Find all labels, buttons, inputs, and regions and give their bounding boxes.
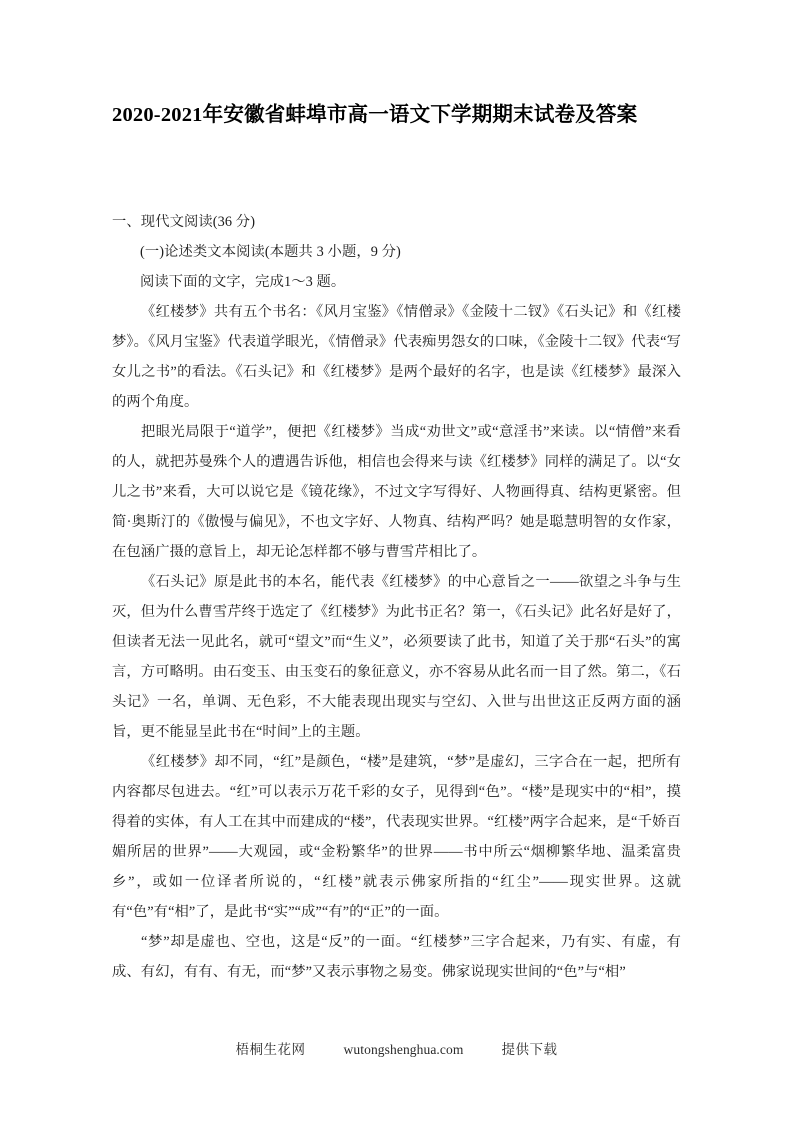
body-paragraph-5: “梦”却是虚也、空也，这是“反”的一面。“红楼梦”三字合起来，乃有实、有虚，有成、有幻，有有、有无，而“梦”又表示事物之易变。佛家说现实世间的“色”与“相” [112,934,681,980]
subsection-heading: (一)论述类文本阅读(本题共 3 小题，9 分) [140,244,401,260]
body-paragraph-2: 把眼光局限于“道学”，便把《红楼梦》当成“劝世文”或“意淫书”来读。以“情僧”来看的人，就把苏曼殊个人的遭遇告诉他，相信也会得来与读《红楼梦》同样的满足了。以“女儿之书”来看，大可以说它是《镜花缘》，不过文字写得好、人物画得真、结构更紧密。但简·奥斯汀的《傲慢与偏见》，不也文字好、人物真、结构严吗？她是聪慧明智的女作家，在包涵广摄的意旨上，却无论怎样都不够与曹雪芹相比了。 [112,424,681,560]
footer-download-note: 提供下载 [501,1042,558,1057]
body-paragraph-3: 《石头记》原是此书的本名，能代表《红楼梦》的中心意旨之一——欲望之斗争与生灭，但为什么曹雪芹终于选定了《红楼梦》为此书正名？第一，《石头记》此名好是好了，但读者无法一见此名，就可“望文”而“生义”，必须要读了此书，知道了关于那“石头”的寓言，方可略明。由石变玉、由玉变石的象征意义，亦不容易从此名而一目了然。第二，《石头记》一名，单调、无色彩，不大能表现出现实与空幻、入世与出世这正反两方面的涵旨，更不能显呈此书在“时间”上的主题。 [112,574,681,740]
footer-site-name: 梧桐生花网 [235,1042,306,1057]
page-footer [0,1038,793,1058]
body-paragraph-4: 《红楼梦》却不同，“红”是颜色，“楼”是建筑，“梦”是虚幻，三字合在一起，把所有内容都尽包进去。“红”可以表示万花千彩的女子，见得到“色”。“楼”是现实中的“相”，摸得着的实体，有人工在其中而建成的“楼”，代表现实世界。“红楼”两字合起来，是“千娇百媚所居的世界”——大观园，或“金粉繁华”的世界——书中所云“烟柳繁华地、温柔富贵乡”，或如一位译者所说的，“红楼”就表示佛家所指的“红尘”——现实世界。这就有“色”有“相”了，是此书“实”“成”“有”的“正”的一面。 [112,754,681,920]
section-heading: 一、现代文阅读(36 分) [112,214,256,230]
page-title: 2020-2021年安徽省蚌埠市高一语文下学期期末试卷及答案 [112,104,638,126]
document-body [112,207,681,987]
footer-site-url: wutongshenghua.com [343,1042,464,1057]
body-paragraph-1: 《红楼梦》共有五个书名：《风月宝鉴》《情僧录》《金陵十二钗》《石头记》和《红楼梦》。《风月宝鉴》代表道学眼光，《情僧录》代表痴男怨女的口味，《金陵十二钗》代表“写女儿之书”的看法。《石头记》和《红楼梦》是两个最好的名字，也是读《红楼梦》最深入的两个角度。 [112,304,681,410]
reading-instruction: 阅读下面的文字，完成1～3 题。 [140,274,346,290]
